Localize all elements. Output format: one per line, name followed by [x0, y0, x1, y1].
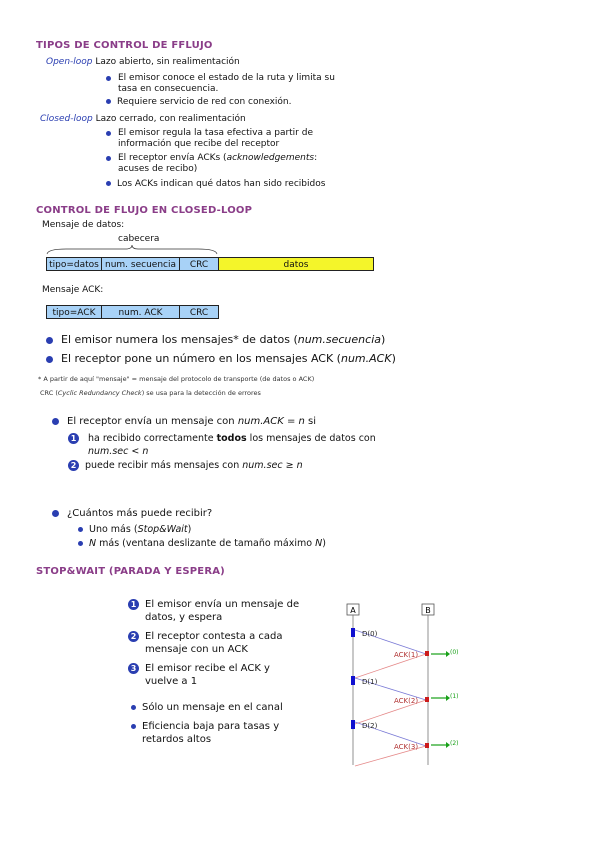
deliver-label-1: (1) [450, 693, 459, 700]
section-title-tipos: TIPOS DE CONTROL DE FFLUJO [36, 40, 213, 51]
ack-label-1: ACK(2) [394, 697, 419, 705]
bullet-icon [52, 510, 59, 517]
bullet-icon [106, 181, 111, 186]
sw-item-2: 2 El receptor contesta a cada mensaje con un ACK [128, 630, 328, 656]
cell-num-secuencia: num. secuencia [101, 257, 180, 271]
closed-loop-desc: Lazo cerrado, con realimentación [95, 114, 246, 124]
sw-bullet-2: Eficiencia baja para tasas y retardos altos [131, 720, 311, 746]
open-loop-bullet-1 [106, 73, 336, 95]
node-b-label: B [425, 606, 431, 615]
closed-loop-term: Closed-loop [40, 114, 93, 124]
bullet-icon [78, 541, 83, 546]
cell-datos: datos [218, 257, 374, 271]
section-title-stop-wait: STOP&WAIT (PARADA Y ESPERA) [36, 566, 225, 577]
bullet-icon [106, 76, 111, 81]
deliver-label-0: (0) [450, 649, 459, 656]
ack-message-label: Mensaje ACK: [42, 285, 104, 295]
cell-num-ack: num. ACK [101, 305, 180, 319]
open-loop-line [46, 57, 240, 68]
bullet-icon [106, 99, 111, 104]
footnote-1: * A partir de aquí "mensaje" = mensaje del protocolo de transporte (de datos o ACK) [38, 375, 315, 383]
cell-crc-data: CRC [179, 257, 219, 271]
cell-tipo-ack: tipo=ACK [46, 305, 102, 319]
bullet-icon [106, 131, 111, 136]
deliver-label-2: (2) [450, 740, 459, 747]
bullet-icon [106, 156, 111, 161]
node-a-label: A [350, 606, 356, 615]
number-1-icon: 1 [68, 433, 79, 444]
closed-loop-line [40, 114, 246, 125]
sw-item-1: 1 El emisor envía un mensaje de datos, y espera [128, 598, 328, 624]
open-loop-desc: Lazo abierto, sin realimentación [95, 57, 240, 67]
bullet-icon [46, 337, 53, 344]
ack-label-0: ACK(1) [394, 651, 419, 659]
data-label-2: D(2) [362, 722, 378, 730]
sw-bullet-1: Sólo un mensaje en el canal [131, 702, 283, 713]
section-title-closed-loop: CONTROL DE FLUJO EN CLOSED-LOOP [36, 205, 253, 216]
closed-loop-bullet-1 [106, 128, 316, 150]
ack-block-0 [425, 651, 429, 656]
bullet-icon [131, 724, 136, 729]
numbered-item-2: 2 puede recibir más mensajes con num.sec ≥ n [68, 460, 303, 471]
data-label-0: D(0) [362, 630, 378, 638]
stop-wait-diagram [340, 600, 470, 770]
bullet-numera: El emisor numera los mensajes* de datos (num.secuencia) [46, 333, 385, 346]
bullet-icon [131, 705, 136, 710]
data-message-label: Mensaje de datos: [42, 220, 125, 230]
bullet-icon [52, 418, 59, 425]
ack-block-2 [425, 743, 429, 748]
numbered-item-1: 1 ha recibido correctamente todos los mensajes de datos con num.sec < n [68, 432, 388, 458]
open-loop-bullet-1-text: El emisor conoce el estado de la ruta y limita su tasa en consecuencia. [118, 73, 335, 94]
footnote-2: CRC (Cyclic Redundancy Check) se usa para la detección de errores [40, 389, 261, 397]
number-2-icon: 2 [128, 631, 139, 642]
bullet-pone: El receptor pone un número en los mensajes ACK (num.ACK) [46, 352, 396, 365]
number-2-icon: 2 [68, 460, 79, 471]
cell-tipo-datos: tipo=datos [46, 257, 102, 271]
header-label: cabecera [118, 234, 160, 244]
closed-loop-bullet-2 [106, 153, 346, 175]
closed-loop-bullet-2-text: El receptor envía ACKs (acknowledgements: acuses de recibo) [118, 153, 318, 174]
sub-bullet-n: N más (ventana deslizante de tamaño máximo N) [78, 538, 326, 549]
sub-bullet-uno: Uno más (Stop&Wait) [78, 524, 191, 535]
bullet-cuantos: ¿Cuántos más puede recibir? [52, 508, 212, 519]
open-loop-bullet-2-text: Requiere servicio de red con conexión. [117, 97, 292, 107]
header-brace [46, 244, 218, 256]
number-3-icon: 3 [128, 663, 139, 674]
data-block-0 [351, 628, 355, 637]
open-loop-term: Open-loop [46, 57, 93, 67]
number-1-icon: 1 [128, 599, 139, 610]
ack-block-1 [425, 697, 429, 702]
bullet-icon [46, 356, 53, 363]
ack-label-2: ACK(3) [394, 743, 419, 751]
closed-loop-bullet-3 [106, 179, 325, 190]
data-block-1 [351, 676, 355, 685]
cell-crc-ack: CRC [179, 305, 219, 319]
closed-loop-bullet-1-text: El emisor regula la tasa efectiva a partir de información que recibe del receptor [118, 128, 313, 149]
bullet-icon [78, 527, 83, 532]
data-block-2 [351, 720, 355, 729]
open-loop-bullet-2 [106, 97, 292, 108]
closed-loop-bullet-3-text: Los ACKs indican qué datos han sido recibidos [117, 179, 326, 189]
data-label-1: D(1) [362, 678, 378, 686]
bullet-receptor-envia: El receptor envía un mensaje con num.ACK = n si [52, 416, 316, 427]
sw-item-3: 3 El emisor recibe el ACK y vuelve a 1 [128, 662, 298, 688]
